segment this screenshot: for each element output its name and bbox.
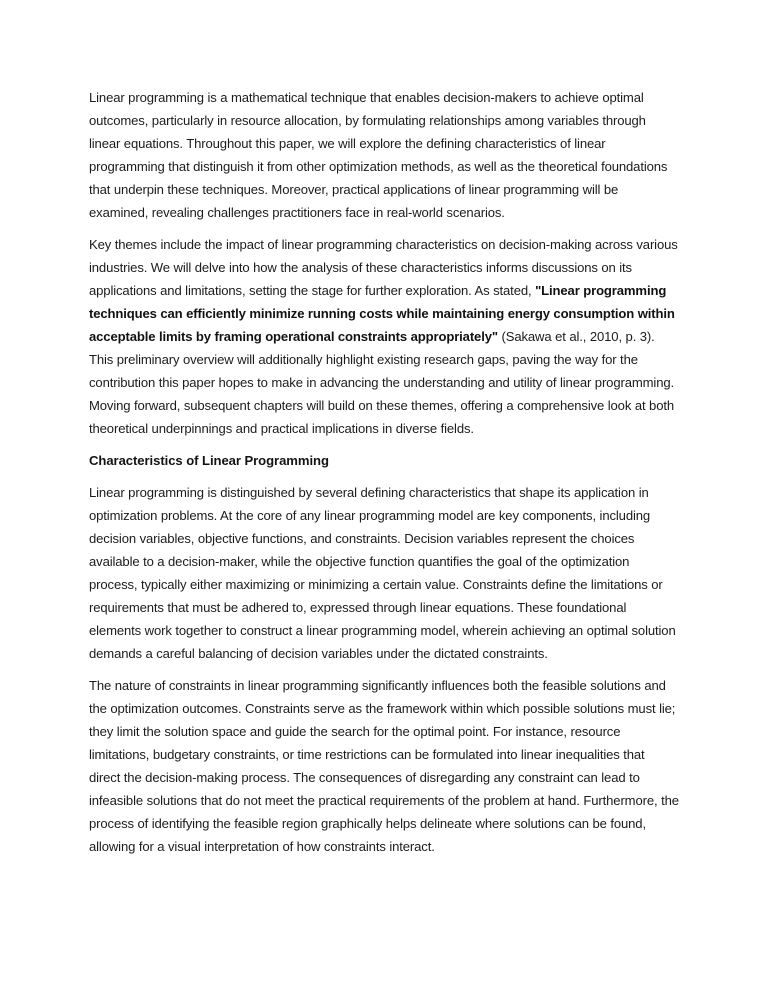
paragraph-intro: Linear programming is a mathematical technique that enables decision-makers to achieve optimal outcomes, particularly in resource allocation, by formulating relationships among variables through linear equations. Throughout this paper, we will explore the defining characteristics of linear programming that distinguish it from other optimization methods, as well as the theoretical foundations that underpin these techniques. Moreover, practical applications of linear programming will be examined, revealing challenges practitioners face in real-world scenarios.: [89, 90, 668, 220]
paragraph-key-themes: [89, 233, 679, 440]
paragraph-constraints: The nature of constraints in linear programming significantly influences both the feasible solutions and the optimization outcomes. Constraints serve as the framework within which possible solutions must lie; they limit the solution space and guide the search for the optimal point. For instance, resource limitations, budgetary constraints, or time restrictions can be formulated into linear inequalities that direct the decision-making process. The consequences of disregarding any constraint can lead to infeasible solutions that do not meet the practical requirements of the problem at hand. Furthermore, the process of identifying the feasible region graphically helps delineate where solutions can be found, allowing for a visual interpretation of how constraints interact.: [89, 678, 679, 854]
paragraph-characteristics: Linear programming is distinguished by several defining characteristics that shape its application in optimization problems. At the core of any linear programming model are key components, including decision variables, objective functions, and constraints. Decision variables represent the choices available to a decision-maker, while the objective function quantifies the goal of the optimization process, typically either maximizing or minimizing a certain value. Constraints define the limitations or requirements that must be adhered to, expressed through linear equations. These foundational elements work together to construct a linear programming model, wherein achieving an optimal solution demands a careful balancing of decision variables under the dictated constraints.: [89, 485, 676, 661]
paragraph-key-themes-lead: Key themes include the impact of linear programming characteristics on decision-making across various industries. We will delve into how the analysis of these characteristics informs discussions on its applications and limitations, setting the stage for further exploration. As stated,: [89, 237, 678, 298]
paragraph-key-themes-trail: (Sakawa et al., 2010, p. 3). This preliminary overview will additionally highlight existing research gaps, paving the way for the contribution this paper hopes to make in advancing the understanding and utility of linear programming. Moving forward, subsequent chapters will build on these themes, offering a comprehensive look at both theoretical underpinnings and practical implications in diverse fields.: [89, 329, 675, 436]
blockquote-sakawa: "Linear programming techniques can efficiently minimize running costs while maintaining energy consumption within acceptable limits by framing operational constraints appropriately": [89, 283, 675, 344]
section-heading-characteristics: Characteristics of Linear Programming: [89, 453, 329, 468]
document-text-column: [89, 86, 679, 858]
